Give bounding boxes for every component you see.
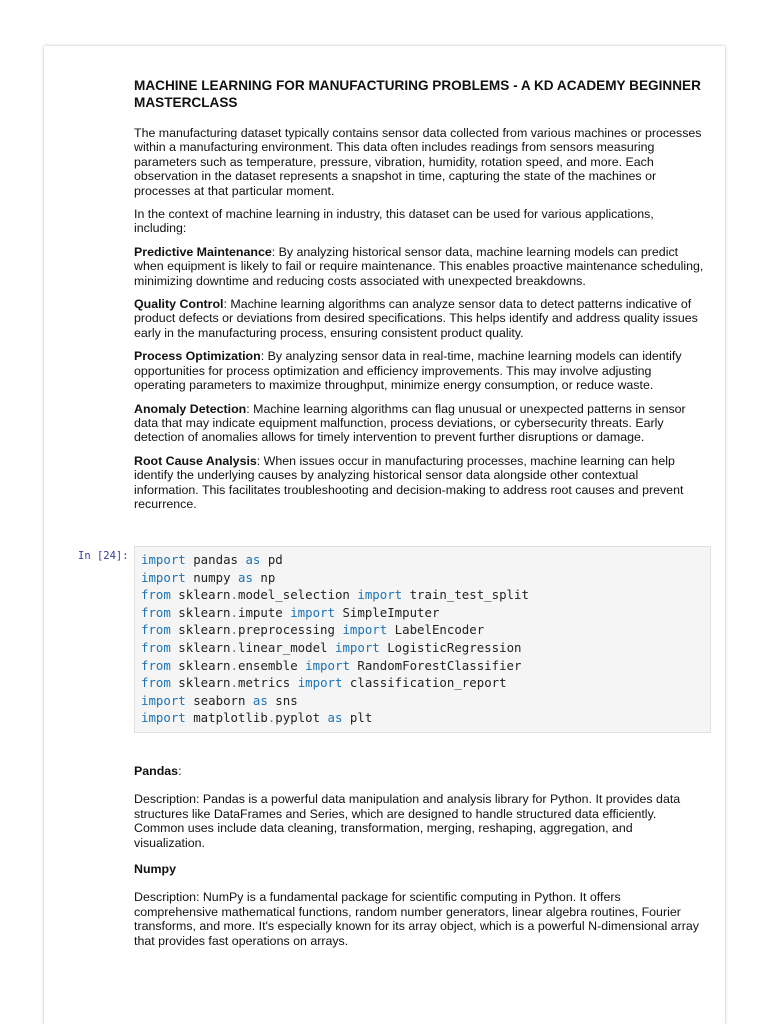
- code-line: [141, 639, 710, 657]
- code-token: plt: [342, 710, 373, 726]
- application-predictive-maintenance: [134, 245, 705, 288]
- code-keyword: import: [357, 587, 403, 603]
- code-dot: .: [230, 587, 238, 603]
- code-line: [141, 586, 710, 604]
- pandas-heading: [134, 764, 705, 778]
- code-line: [141, 604, 710, 622]
- markdown-cell-libraries: [134, 764, 705, 957]
- code-token: RandomForestClassifier: [349, 657, 522, 673]
- code-token: matplotlib.pyplot: [185, 710, 328, 726]
- code-keyword: from: [141, 657, 171, 673]
- code-keyword: import: [290, 604, 335, 620]
- application-term: Root Cause Analysis: [134, 453, 257, 468]
- code-keyword: as: [237, 569, 253, 585]
- code-token: sklearn.ensemble: [170, 657, 306, 673]
- code-keyword: import: [141, 569, 186, 585]
- numpy-description: Description: NumPy is a fundamental package for scientific computing in Python. It offers comprehensive mathematical functions, random number generators, linear algebra routines, Fourier transforms, and more. It's especially known for its array object, which is a powerful N-dimensional array that provides fast operations on arrays.: [134, 890, 699, 948]
- code-token: LabelEncoder: [387, 622, 485, 638]
- code-dot: .: [230, 622, 238, 638]
- code-keyword: as: [245, 552, 261, 567]
- code-keyword: import: [297, 675, 343, 691]
- code-token: sklearn.preprocessing: [170, 622, 343, 638]
- code-keyword: from: [141, 675, 171, 691]
- code-token: classification_report: [342, 675, 507, 691]
- code-keyword: import: [305, 657, 350, 673]
- code-dot: .: [267, 710, 276, 726]
- application-term: Process Optimization: [134, 349, 261, 364]
- application-term: Anomaly Detection: [134, 401, 247, 416]
- code-line: [141, 709, 710, 727]
- cell-prompt: In [24]:: [78, 550, 129, 562]
- application-text: : Machine learning algorithms can analyze sensor data to detect patterns indicative of product defects or deviations from desired specifications. This helps identify and address quality issues early in the manufacturing process, ensuring consistent product quality.: [134, 297, 698, 340]
- code-keyword: as: [252, 692, 268, 708]
- pandas-description: Description: Pandas is a powerful data manipulation and analysis library for Python. It provides data structures like DataFrames and Series, which are designed to handle structured data efficiently. Common uses include data cleaning, transformation, merging, reshaping, aggregation, and visualization.: [134, 792, 681, 850]
- code-token: sklearn.metrics: [170, 675, 298, 691]
- code-dot: .: [230, 657, 238, 673]
- page-title: MACHINE LEARNING FOR MANUFACTURING PROBLEMS - A KD ACADEMY BEGINNER MASTERCLASS: [134, 78, 701, 110]
- application-text: : Machine learning algorithms can flag unusual or unexpected patterns in sensor data that may indicate equipment malfunction, process deviations, or cybersecurity threats. Early detection of anomalies allows for timely intervention to prevent further disruptions or damage.: [134, 401, 686, 445]
- application-text: : By analyzing historical sensor data, machine learning models can predict when equipment is likely to fail or require maintenance. This enables proactive maintenance scheduling, minimizing downtime and reducing costs associated with unexpected breakdowns.: [134, 244, 704, 288]
- code-keyword: from: [141, 604, 171, 620]
- notebook-page: [44, 46, 725, 1024]
- code-editor[interactable]: [134, 546, 711, 733]
- code-keyword: import: [141, 692, 186, 708]
- code-keyword: from: [141, 639, 171, 655]
- code-token: seaborn: [185, 692, 253, 708]
- code-line: [141, 569, 710, 587]
- context-paragraph: In the context of machine learning in industry, this dataset can be used for various applications, including:: [134, 207, 654, 236]
- application-root-cause-analysis: [134, 454, 705, 512]
- pandas-heading-colon: :: [178, 764, 182, 778]
- application-quality-control: [134, 297, 705, 340]
- code-keyword: from: [141, 622, 171, 638]
- pandas-heading-label: Pandas: [134, 764, 179, 778]
- application-text: : By analyzing sensor data in real-time, machine learning models can identify opportunities for process optimization and efficiency improvements. This may involve adjusting operating parameters to maximize throughput, minimize energy consumption, or reduce waste.: [134, 349, 682, 393]
- code-token: np: [252, 569, 276, 585]
- code-keyword: as: [327, 710, 343, 726]
- code-token: LogisticRegression: [379, 639, 522, 655]
- code-token: SimpleImputer: [334, 604, 440, 620]
- code-keyword: import: [141, 552, 186, 567]
- code-keyword: import: [334, 639, 380, 655]
- intro-paragraph: The manufacturing dataset typically contains sensor data collected from various machines or processes within a manufacturing environment. This data often includes readings from sensors measuring parameters such as temperature, pressure, vibration, humidity, rotation speed, and more. Each observation in the dataset represents a snapshot in time, capturing the state of the machines or processes at that particular moment.: [134, 126, 702, 198]
- code-keyword: from: [141, 587, 171, 603]
- code-token: sklearn.impute: [170, 604, 291, 620]
- application-term: Predictive Maintenance: [134, 244, 272, 259]
- markdown-cell-intro: [134, 77, 705, 520]
- code-line: [141, 657, 710, 675]
- code-line: [141, 674, 710, 692]
- code-keyword: import: [342, 622, 388, 638]
- numpy-heading: Numpy: [134, 862, 176, 877]
- code-line: [141, 692, 710, 710]
- code-token: pd: [260, 552, 283, 567]
- code-token: train_test_split: [402, 587, 529, 603]
- code-token: sns: [267, 692, 298, 708]
- code-dot: .: [230, 675, 238, 691]
- application-text: : When issues occur in manufacturing processes, machine learning can help identify the underlying causes by analyzing historical sensor data alongside other contextual information. This facilitates troubleshooting and decision-making to address root causes and prevent recurrence.: [134, 453, 684, 511]
- code-line: [141, 551, 710, 569]
- code-dot: .: [230, 639, 238, 655]
- code-line: [141, 621, 710, 639]
- code-token: sklearn.model_selection: [170, 587, 358, 603]
- application-term: Quality Control: [134, 297, 224, 312]
- application-anomaly-detection: [134, 402, 705, 445]
- code-token: sklearn.linear_model: [170, 639, 335, 655]
- code-keyword: import: [141, 710, 186, 726]
- code-dot: .: [230, 604, 238, 620]
- application-process-optimization: [134, 349, 705, 392]
- code-token: numpy: [185, 569, 238, 585]
- code-token: pandas: [185, 552, 246, 567]
